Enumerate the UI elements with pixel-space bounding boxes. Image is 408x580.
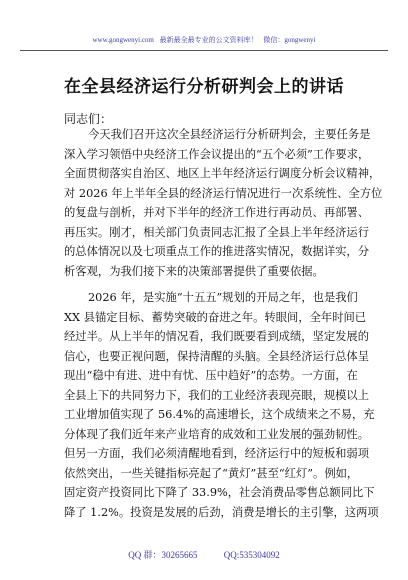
text-line: 经过半。从上半年的情况看，我们既要看到成绩，坚定发展的 bbox=[64, 330, 370, 343]
text-line: 析客观，为我们接下来的决策部署提供了重要依据。 bbox=[64, 264, 324, 278]
text-line: 对 2026 年上半年全县的经济运行情况进行一次系统性、全方位 bbox=[64, 186, 383, 200]
paragraph-gap bbox=[64, 281, 348, 288]
wechat-id: 微信：gongwenyi bbox=[263, 36, 316, 44]
text-line: 深入学习领悟中央经济工作会议提出的“五个必须”工作要求， bbox=[64, 147, 370, 161]
text-line: 分体现了我们近年来产业培育的成效和工业发展的强劲韧性。 bbox=[64, 427, 370, 441]
header-divider bbox=[20, 50, 388, 51]
page-header bbox=[0, 35, 408, 45]
text-line: 工业增加值实现了 56.4%的高速增长，这个成绩来之不易，充 bbox=[64, 408, 375, 421]
qq-group: QQ 群：30265665 bbox=[128, 550, 198, 560]
text-line: 2026 年，是实施“十五五”规划的开局之年，也是我们 bbox=[88, 291, 358, 304]
text-line: 的复盘与剖析，并对下半年的经济工作进行再动员、再部署、 bbox=[64, 206, 370, 219]
text-line: 再压实。刚才，相关部门负责同志汇报了全县上半年经济运行 bbox=[64, 225, 370, 239]
text-line: 固定资产投资同比下降了 33.9%，社会消费品零售总额同比下 bbox=[64, 486, 375, 499]
page-footer bbox=[0, 548, 408, 561]
site-url: www.gongwenyi.com bbox=[92, 36, 154, 44]
text-line: 降了 1.2%。投资是发展的后劲，消费是增长的主引擎，这两项 bbox=[64, 505, 379, 519]
text-line: 依然突出，一些关键指标亮起了“黄灯”甚至“红灯”。例如， bbox=[64, 466, 359, 480]
text-line: 现出“稳中有进、进中有忧、压中趋好”的态势。一方面，在 bbox=[64, 369, 358, 382]
text-line: 的总体情况以及七项重点工作的推进落实情况，数据详实，分 bbox=[64, 245, 370, 258]
greeting: 同志们： bbox=[64, 112, 113, 126]
text-line: 信心，也要正视问题，保持清醒的头脑。全县经济运行总体呈 bbox=[64, 349, 370, 363]
text-line: 但另一方面，我们必须清醒地看到，经济运行中的短板和弱项 bbox=[64, 447, 370, 460]
site-slogan: 最新最全最专业的公文资料库！ bbox=[159, 36, 258, 44]
text-line: 今天我们召开这次全县经济运行分析研判会，主要任务是 bbox=[88, 128, 371, 141]
qq-contact: QQ:535304092 bbox=[223, 550, 280, 560]
text-line: 全县上下的共同努力下，我们的工业经济表现亮眼，规模以上 bbox=[64, 388, 370, 402]
text-line: 全面贯彻落实自治区、地区上半年经济运行调度分析会议精神， bbox=[64, 167, 381, 180]
text-line: XX 县锚定目标、蓄势突破的奋进之年。转眼间，全年时间已 bbox=[64, 310, 367, 324]
document-title: 在全县经济运行分析研判会上的讲话 bbox=[64, 77, 344, 97]
document-body bbox=[64, 125, 383, 522]
